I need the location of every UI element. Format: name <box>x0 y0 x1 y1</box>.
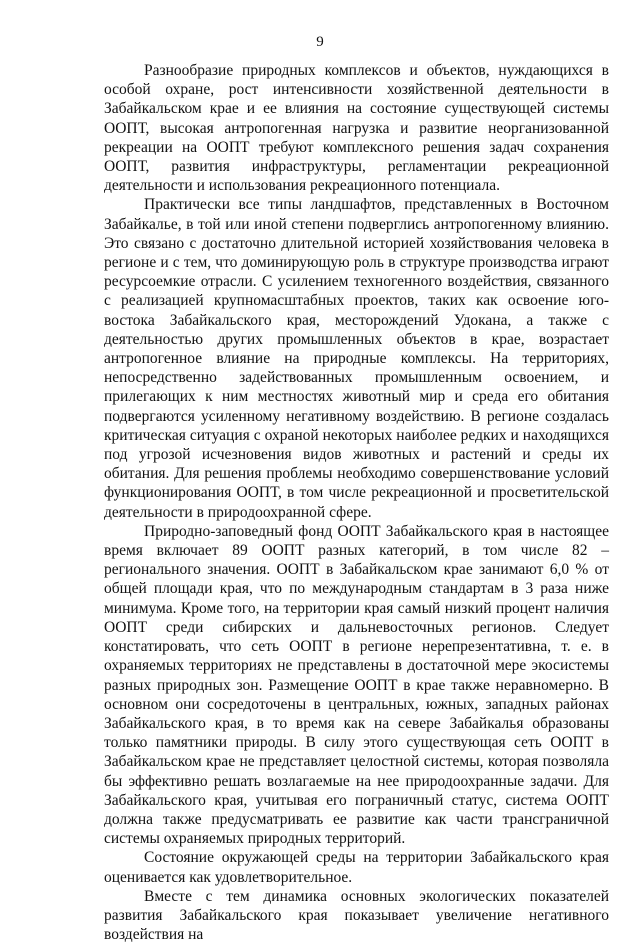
paragraph-2: Практически все типы ландшафтов, представленных в Восточном Забайкалье, в той или иной степени подверглись антропогенному влиянию. Это связано с достаточно длительной историей хозяйствования человека в регионе и с тем, что доминирующую роль в структуре производства играют ресурсоемкие отрасли. С усилением техногенного воздействия, связанного с реализацией крупномасштабных проектов, таких как освоение юго-востока Забайкальского края, месторождений Удокана, а также с деятельностью других промышленных объектов в крае, возрастает антропогенное влияние на природные комплексы. На территориях, непосредственно задействованных промышленным освоением, и прилегающих к ним местностях животный мир и среда его обитания подвергаются усиленному негативному воздействию. В регионе создалась критическая ситуация с охраной некоторых наиболее редких и находящихся под угрозой исчезновения видов животных и растений и среды их обитания. Для решения проблемы необходимо совершенствование условий функционирования ООПТ, в том числе рекреационной и просветительской деятельности в природоохранной сфере. <box>104 196 609 521</box>
paragraph-4: Состояние окружающей среды на территории Забайкальского края оценивается как удовлетворительное. <box>104 849 609 886</box>
paragraph-5: Вместе с тем динамика основных экологических показателей развития Забайкальского края показывает увеличение негативного воздействия на <box>104 887 609 944</box>
page-number: 9 <box>316 34 324 50</box>
paragraph-1: Разнообразие природных комплексов и объектов, нуждающихся в особой охране, рост интенсивности хозяйственной деятельности в Забайкальском крае и ее влияния на состояние существующей системы ООПТ, высокая антропогенная нагрузка и развитие неорганизованной рекреации на ООПТ требуют комплексного решения задач сохранения ООПТ, развития инфраструктуры, регламентации рекреационной деятельности и использования рекреационного потенциала. <box>104 62 609 195</box>
paragraph-3: Природно-заповедный фонд ООПТ Забайкальского края в настоящее время включает 89 ООПТ разных категорий, в том числе 82 – регионального значения. ООПТ в Забайкальском крае занимают 6,0 % от общей площади края, что по международным стандартам в 3 раза ниже минимума. Кроме того, на территории края самый низкий процент наличия ООПТ среди сибирских и дальневосточных регионов. Следует констатировать, что сеть ООПТ в регионе нерепрезентативна, т. е. в охраняемых территориях не представлены в достаточной мере экосистемы разных природных зон. Размещение ООПТ в крае также неравномерно. В основном они сосредоточены в центральных, южных, западных районах Забайкальского края, в то время как на севере Забайкалья образованы только памятники природы. В силу этого существующая сеть ООПТ в Забайкальском крае не представляет целостной системы, которая позволяла бы эффективно решать возлагаемые на нее природоохранные задачи. Для Забайкальского края, учитывая его пограничный статус, система ООПТ должна также предусматривать ее развитие как части трансграничной системы охраняемых природных территорий. <box>104 522 609 848</box>
body-text <box>104 61 609 944</box>
